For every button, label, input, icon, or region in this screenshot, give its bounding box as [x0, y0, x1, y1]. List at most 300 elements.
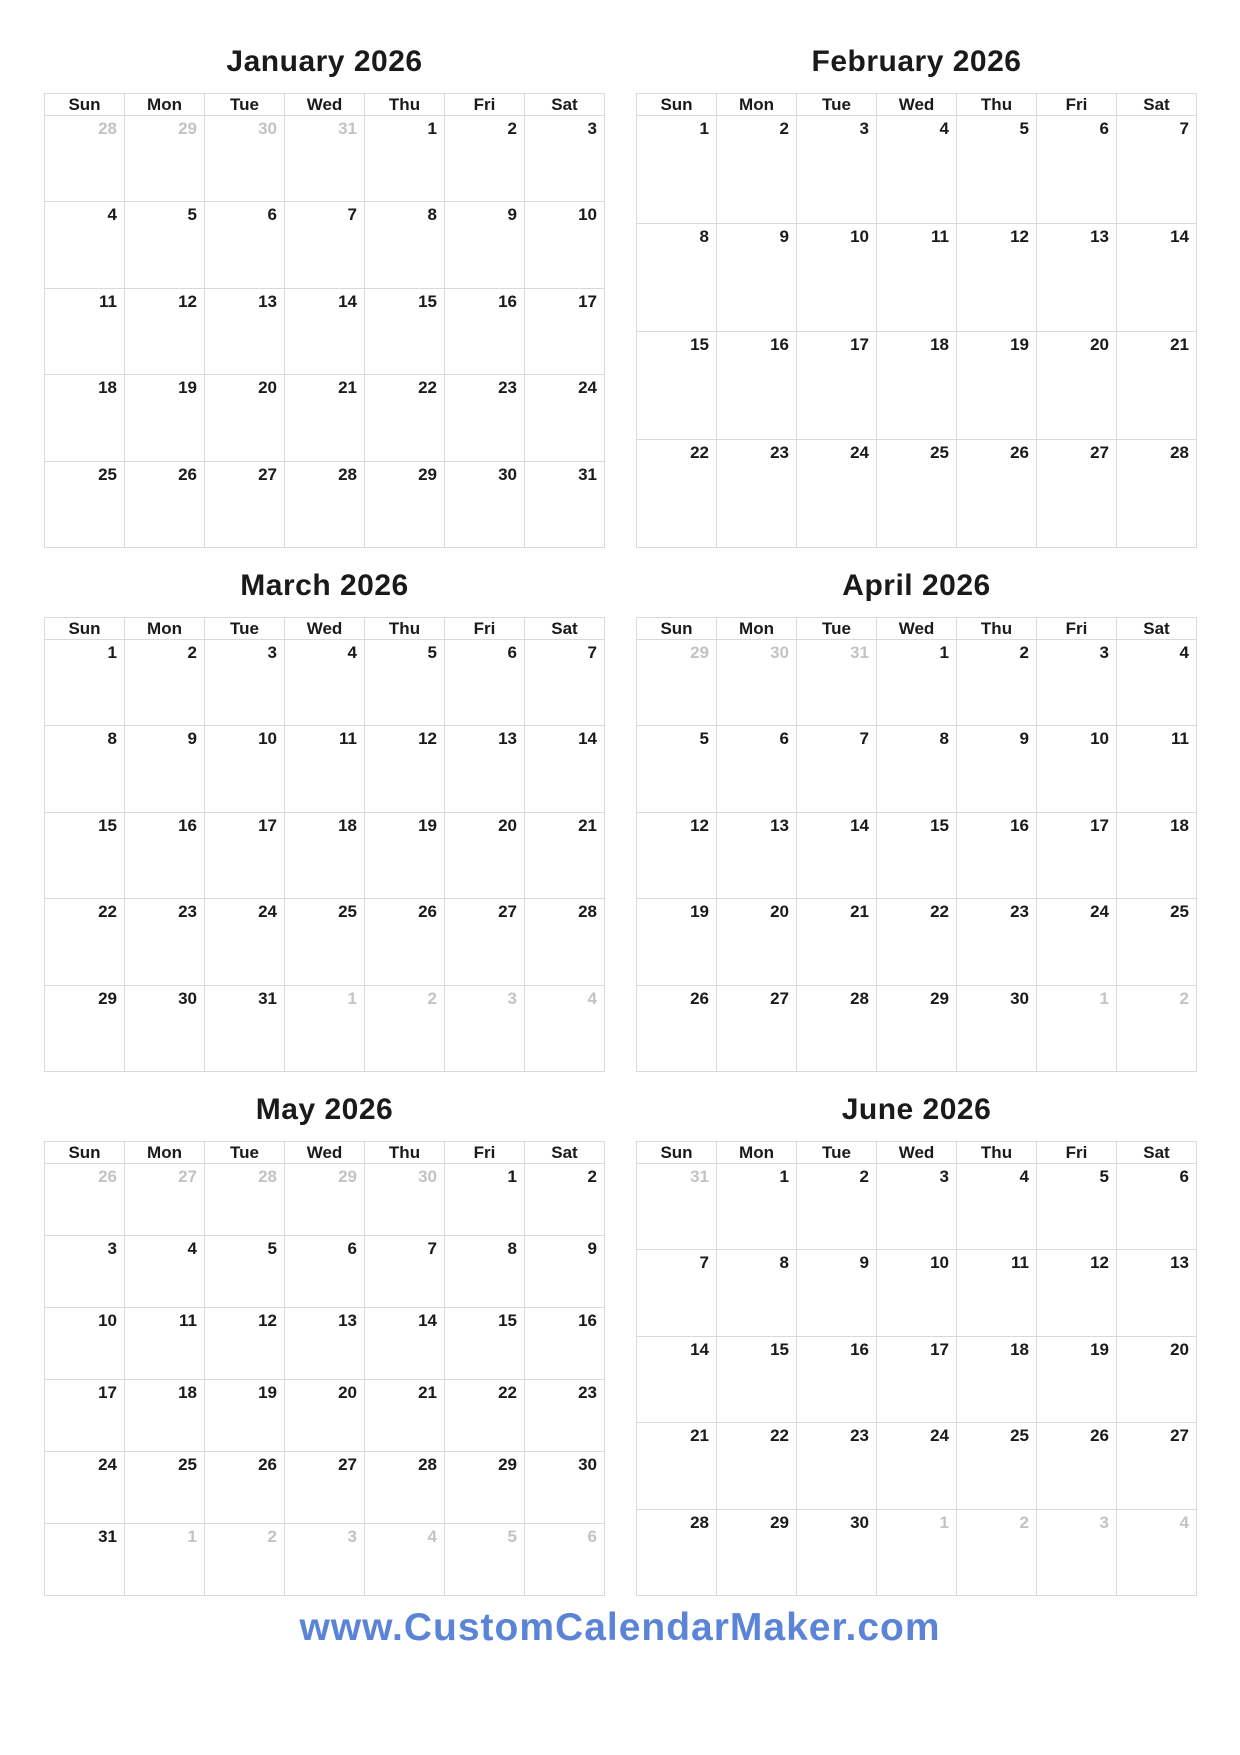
day-cell: 9 [525, 1236, 605, 1308]
week-row [45, 1452, 605, 1524]
weekday-header: Tue [797, 618, 877, 640]
day-cell: 16 [957, 813, 1037, 899]
day-cell: 5 [1037, 1164, 1117, 1250]
adjacent-day-cell: 6 [525, 1524, 605, 1596]
day-cell: 22 [365, 375, 445, 461]
day-cell: 27 [1117, 1423, 1197, 1509]
weekday-header: Sat [525, 94, 605, 116]
day-cell: 30 [525, 1452, 605, 1524]
weekday-header: Fri [445, 94, 525, 116]
day-cell: 20 [285, 1380, 365, 1452]
week-row [45, 1524, 605, 1596]
day-cell: 28 [285, 462, 365, 548]
weekday-header: Tue [205, 1142, 285, 1164]
day-cell: 5 [637, 726, 717, 812]
adjacent-day-cell: 2 [1117, 986, 1197, 1072]
day-cell: 13 [1037, 224, 1117, 332]
day-cell: 17 [45, 1380, 125, 1452]
month-may [44, 1078, 605, 1596]
day-cell: 28 [365, 1452, 445, 1524]
day-cell: 28 [525, 899, 605, 985]
day-cell: 20 [205, 375, 285, 461]
day-cell: 3 [1037, 640, 1117, 726]
day-cell: 14 [1117, 224, 1197, 332]
day-cell: 19 [1037, 1337, 1117, 1423]
week-row [45, 899, 605, 985]
day-cell: 17 [877, 1337, 957, 1423]
weekday-header: Thu [365, 94, 445, 116]
day-cell: 26 [957, 440, 1037, 548]
day-cell: 28 [637, 1510, 717, 1596]
day-cell: 19 [957, 332, 1037, 440]
week-row [637, 813, 1197, 899]
day-cell: 8 [717, 1250, 797, 1336]
day-cell: 9 [125, 726, 205, 812]
day-cell: 21 [525, 813, 605, 899]
week-row [637, 726, 1197, 812]
day-cell: 30 [125, 986, 205, 1072]
day-cell: 4 [285, 640, 365, 726]
week-row [637, 899, 1197, 985]
day-cell: 6 [1037, 116, 1117, 224]
week-row [45, 375, 605, 461]
day-cell: 1 [877, 640, 957, 726]
month-title-may: May 2026 [255, 1092, 394, 1126]
day-cell: 30 [957, 986, 1037, 1072]
day-cell: 15 [365, 289, 445, 375]
day-cell: 29 [365, 462, 445, 548]
adjacent-day-cell: 4 [365, 1524, 445, 1596]
weekday-header: Sat [525, 618, 605, 640]
adjacent-day-cell: 28 [205, 1164, 285, 1236]
day-cell: 24 [797, 440, 877, 548]
day-cell: 21 [365, 1380, 445, 1452]
day-cell: 1 [637, 116, 717, 224]
adjacent-day-cell: 2 [957, 1510, 1037, 1596]
day-cell: 24 [525, 375, 605, 461]
adjacent-day-cell: 27 [125, 1164, 205, 1236]
day-cell: 17 [1037, 813, 1117, 899]
day-cell: 22 [45, 899, 125, 985]
day-cell: 7 [285, 202, 365, 288]
weekday-header: Mon [717, 94, 797, 116]
month-april [636, 554, 1197, 1072]
day-cell: 13 [445, 726, 525, 812]
week-row [45, 640, 605, 726]
weekday-header: Sat [1117, 618, 1197, 640]
day-cell: 1 [445, 1164, 525, 1236]
day-cell: 11 [125, 1308, 205, 1380]
day-cell: 22 [877, 899, 957, 985]
day-cell: 15 [717, 1337, 797, 1423]
day-cell: 13 [285, 1308, 365, 1380]
day-cell: 16 [525, 1308, 605, 1380]
week-row [45, 289, 605, 375]
weekday-header: Mon [125, 94, 205, 116]
weekday-header: Wed [877, 94, 957, 116]
day-cell: 10 [205, 726, 285, 812]
day-cell: 6 [1117, 1164, 1197, 1250]
day-cell: 29 [445, 1452, 525, 1524]
day-cell: 14 [365, 1308, 445, 1380]
day-cell: 14 [525, 726, 605, 812]
weekday-header-row [637, 94, 1197, 116]
day-cell: 2 [957, 640, 1037, 726]
day-cell: 10 [525, 202, 605, 288]
day-cell: 18 [125, 1380, 205, 1452]
weekday-header: Sat [1117, 1142, 1197, 1164]
month-grid-february [636, 93, 1197, 548]
day-cell: 31 [205, 986, 285, 1072]
weekday-header: Sat [525, 1142, 605, 1164]
day-cell: 23 [445, 375, 525, 461]
day-cell: 6 [285, 1236, 365, 1308]
day-cell: 23 [125, 899, 205, 985]
adjacent-day-cell: 3 [285, 1524, 365, 1596]
day-cell: 16 [797, 1337, 877, 1423]
day-cell: 20 [1037, 332, 1117, 440]
weekday-header: Tue [205, 618, 285, 640]
weekday-header: Mon [125, 1142, 205, 1164]
day-cell: 17 [797, 332, 877, 440]
week-row [637, 1164, 1197, 1250]
day-cell: 9 [717, 224, 797, 332]
day-cell: 18 [285, 813, 365, 899]
week-row [45, 726, 605, 812]
day-cell: 4 [45, 202, 125, 288]
day-cell: 17 [525, 289, 605, 375]
day-cell: 2 [125, 640, 205, 726]
day-cell: 18 [45, 375, 125, 461]
month-march [44, 554, 605, 1072]
day-cell: 11 [45, 289, 125, 375]
day-cell: 22 [445, 1380, 525, 1452]
weekday-header: Wed [285, 94, 365, 116]
day-cell: 1 [45, 640, 125, 726]
day-cell: 27 [1037, 440, 1117, 548]
day-cell: 10 [797, 224, 877, 332]
day-cell: 11 [1117, 726, 1197, 812]
week-row [637, 1423, 1197, 1509]
day-cell: 3 [45, 1236, 125, 1308]
weekday-header: Mon [125, 618, 205, 640]
weekday-header: Fri [1037, 618, 1117, 640]
adjacent-day-cell: 29 [637, 640, 717, 726]
day-cell: 24 [45, 1452, 125, 1524]
weekday-header: Sun [45, 94, 125, 116]
day-cell: 17 [205, 813, 285, 899]
adjacent-day-cell: 4 [1117, 1510, 1197, 1596]
adjacent-day-cell: 30 [205, 116, 285, 202]
adjacent-day-cell: 4 [525, 986, 605, 1072]
day-cell: 19 [205, 1380, 285, 1452]
day-cell: 23 [717, 440, 797, 548]
day-cell: 18 [877, 332, 957, 440]
adjacent-day-cell: 30 [717, 640, 797, 726]
week-row [45, 116, 605, 202]
day-cell: 14 [637, 1337, 717, 1423]
day-cell: 27 [717, 986, 797, 1072]
day-cell: 26 [637, 986, 717, 1072]
week-row [637, 1250, 1197, 1336]
week-row [45, 1236, 605, 1308]
week-row [45, 462, 605, 548]
day-cell: 20 [717, 899, 797, 985]
weekday-header: Fri [1037, 94, 1117, 116]
day-cell: 2 [797, 1164, 877, 1250]
day-cell: 8 [445, 1236, 525, 1308]
day-cell: 27 [205, 462, 285, 548]
adjacent-day-cell: 31 [797, 640, 877, 726]
month-february [636, 30, 1197, 548]
day-cell: 18 [1117, 813, 1197, 899]
adjacent-day-cell: 26 [45, 1164, 125, 1236]
adjacent-day-cell: 29 [125, 116, 205, 202]
week-row [637, 1510, 1197, 1596]
day-cell: 12 [205, 1308, 285, 1380]
weekday-header: Fri [445, 618, 525, 640]
day-cell: 16 [717, 332, 797, 440]
weekday-header: Thu [365, 618, 445, 640]
day-cell: 19 [125, 375, 205, 461]
week-row [45, 986, 605, 1072]
day-cell: 25 [877, 440, 957, 548]
adjacent-day-cell: 31 [637, 1164, 717, 1250]
day-cell: 26 [205, 1452, 285, 1524]
adjacent-day-cell: 31 [285, 116, 365, 202]
day-cell: 12 [637, 813, 717, 899]
weekday-header-row [45, 618, 605, 640]
day-cell: 4 [1117, 640, 1197, 726]
day-cell: 21 [797, 899, 877, 985]
weekday-header: Thu [957, 618, 1037, 640]
weekday-header: Wed [285, 618, 365, 640]
adjacent-day-cell: 30 [365, 1164, 445, 1236]
day-cell: 23 [957, 899, 1037, 985]
week-row [45, 1308, 605, 1380]
weekday-header: Sun [637, 94, 717, 116]
day-cell: 25 [125, 1452, 205, 1524]
week-row [637, 332, 1197, 440]
week-row [637, 224, 1197, 332]
day-cell: 22 [637, 440, 717, 548]
adjacent-day-cell: 5 [445, 1524, 525, 1596]
day-cell: 25 [1117, 899, 1197, 985]
weekday-header: Wed [877, 618, 957, 640]
month-title-march: March 2026 [240, 568, 409, 602]
adjacent-day-cell: 1 [1037, 986, 1117, 1072]
day-cell: 9 [957, 726, 1037, 812]
day-cell: 21 [637, 1423, 717, 1509]
day-cell: 3 [877, 1164, 957, 1250]
day-cell: 30 [797, 1510, 877, 1596]
day-cell: 3 [525, 116, 605, 202]
day-cell: 1 [365, 116, 445, 202]
day-cell: 29 [45, 986, 125, 1072]
day-cell: 31 [45, 1524, 125, 1596]
month-grid-january [44, 93, 605, 548]
day-cell: 23 [525, 1380, 605, 1452]
day-cell: 27 [445, 899, 525, 985]
day-cell: 20 [445, 813, 525, 899]
watermark [0, 1606, 1240, 1650]
day-cell: 12 [1037, 1250, 1117, 1336]
day-cell: 8 [45, 726, 125, 812]
day-cell: 28 [797, 986, 877, 1072]
calendar-row [0, 30, 1240, 548]
calendar-row [0, 554, 1240, 1072]
day-cell: 27 [285, 1452, 365, 1524]
month-grid-march [44, 617, 605, 1072]
day-cell: 26 [1037, 1423, 1117, 1509]
day-cell: 8 [637, 224, 717, 332]
weekday-header-row [45, 1142, 605, 1164]
day-cell: 31 [525, 462, 605, 548]
week-row [637, 1337, 1197, 1423]
day-cell: 2 [525, 1164, 605, 1236]
day-cell: 24 [205, 899, 285, 985]
weekday-header: Fri [1037, 1142, 1117, 1164]
day-cell: 26 [125, 462, 205, 548]
weekday-header: Tue [797, 1142, 877, 1164]
week-row [45, 813, 605, 899]
month-grid-may [44, 1141, 605, 1596]
weekday-header: Fri [445, 1142, 525, 1164]
day-cell: 15 [637, 332, 717, 440]
adjacent-day-cell: 29 [285, 1164, 365, 1236]
day-cell: 16 [125, 813, 205, 899]
weekday-header-row [637, 618, 1197, 640]
month-grid-april [636, 617, 1197, 1072]
day-cell: 21 [1117, 332, 1197, 440]
day-cell: 8 [877, 726, 957, 812]
day-cell: 4 [957, 1164, 1037, 1250]
adjacent-day-cell: 3 [445, 986, 525, 1072]
day-cell: 6 [717, 726, 797, 812]
day-cell: 25 [45, 462, 125, 548]
day-cell: 10 [877, 1250, 957, 1336]
day-cell: 25 [957, 1423, 1037, 1509]
day-cell: 14 [285, 289, 365, 375]
adjacent-day-cell: 3 [1037, 1510, 1117, 1596]
adjacent-day-cell: 1 [877, 1510, 957, 1596]
month-title-april: April 2026 [842, 568, 991, 602]
day-cell: 5 [957, 116, 1037, 224]
day-cell: 5 [205, 1236, 285, 1308]
day-cell: 23 [797, 1423, 877, 1509]
day-cell: 11 [877, 224, 957, 332]
day-cell: 10 [45, 1308, 125, 1380]
adjacent-day-cell: 28 [45, 116, 125, 202]
week-row [637, 640, 1197, 726]
day-cell: 7 [525, 640, 605, 726]
day-cell: 11 [285, 726, 365, 812]
day-cell: 10 [1037, 726, 1117, 812]
week-row [45, 1380, 605, 1452]
watermark-link[interactable]: www.CustomCalendarMaker.com [299, 1606, 941, 1649]
day-cell: 2 [445, 116, 525, 202]
day-cell: 4 [125, 1236, 205, 1308]
weekday-header: Thu [365, 1142, 445, 1164]
weekday-header: Sun [637, 1142, 717, 1164]
adjacent-day-cell: 2 [365, 986, 445, 1072]
day-cell: 9 [445, 202, 525, 288]
day-cell: 6 [445, 640, 525, 726]
day-cell: 24 [1037, 899, 1117, 985]
adjacent-day-cell: 2 [205, 1524, 285, 1596]
day-cell: 8 [365, 202, 445, 288]
week-row [637, 440, 1197, 548]
day-cell: 22 [717, 1423, 797, 1509]
day-cell: 11 [957, 1250, 1037, 1336]
day-cell: 19 [637, 899, 717, 985]
day-cell: 1 [717, 1164, 797, 1250]
weekday-header: Sun [45, 1142, 125, 1164]
day-cell: 21 [285, 375, 365, 461]
weekday-header: Tue [797, 94, 877, 116]
weekday-header: Mon [717, 618, 797, 640]
day-cell: 26 [365, 899, 445, 985]
day-cell: 30 [445, 462, 525, 548]
weekday-header: Sun [45, 618, 125, 640]
day-cell: 12 [365, 726, 445, 812]
weekday-header-row [637, 1142, 1197, 1164]
day-cell: 15 [45, 813, 125, 899]
day-cell: 14 [797, 813, 877, 899]
month-title-february: February 2026 [811, 44, 1022, 78]
day-cell: 19 [365, 813, 445, 899]
day-cell: 28 [1117, 440, 1197, 548]
day-cell: 29 [717, 1510, 797, 1596]
month-june [636, 1078, 1197, 1596]
day-cell: 5 [365, 640, 445, 726]
adjacent-day-cell: 1 [285, 986, 365, 1072]
weekday-header-row [45, 94, 605, 116]
day-cell: 13 [717, 813, 797, 899]
weekday-header: Wed [285, 1142, 365, 1164]
day-cell: 12 [957, 224, 1037, 332]
week-row [45, 1164, 605, 1236]
weekday-header: Sat [1117, 94, 1197, 116]
calendar-row [0, 1078, 1240, 1596]
day-cell: 2 [717, 116, 797, 224]
weekday-header: Sun [637, 618, 717, 640]
day-cell: 18 [957, 1337, 1037, 1423]
week-row [637, 116, 1197, 224]
day-cell: 12 [125, 289, 205, 375]
day-cell: 7 [365, 1236, 445, 1308]
day-cell: 13 [205, 289, 285, 375]
adjacent-day-cell: 1 [125, 1524, 205, 1596]
day-cell: 5 [125, 202, 205, 288]
week-row [45, 202, 605, 288]
day-cell: 7 [637, 1250, 717, 1336]
weekday-header: Wed [877, 1142, 957, 1164]
day-cell: 25 [285, 899, 365, 985]
day-cell: 3 [205, 640, 285, 726]
month-title-january: January 2026 [226, 44, 423, 78]
day-cell: 3 [797, 116, 877, 224]
calendar-grid [0, 30, 1240, 1596]
day-cell: 15 [877, 813, 957, 899]
weekday-header: Tue [205, 94, 285, 116]
day-cell: 9 [797, 1250, 877, 1336]
weekday-header: Mon [717, 1142, 797, 1164]
day-cell: 29 [877, 986, 957, 1072]
weekday-header: Thu [957, 1142, 1037, 1164]
month-grid-june [636, 1141, 1197, 1596]
week-row [637, 986, 1197, 1072]
